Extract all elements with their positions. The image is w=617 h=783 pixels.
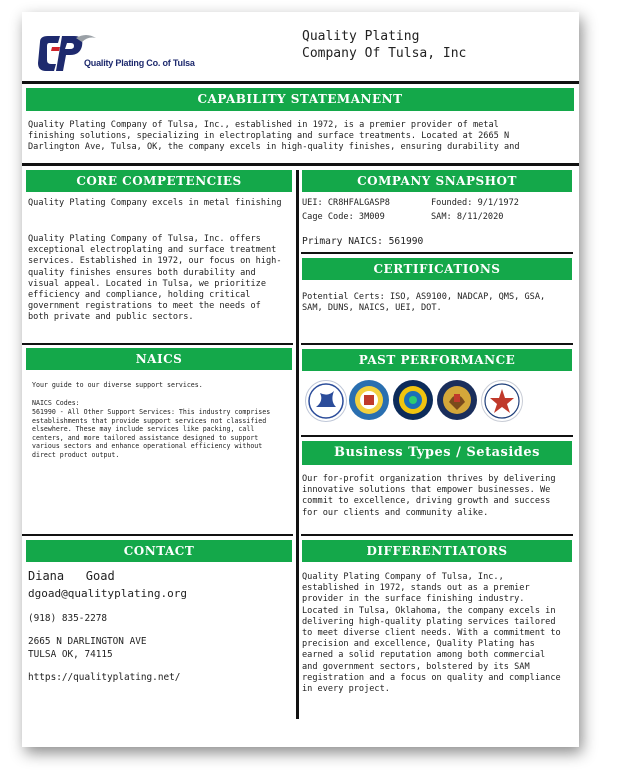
naics-description xyxy=(32,408,294,460)
company-name xyxy=(302,28,466,62)
differentiators-heading: DIFFERENTIATORS xyxy=(302,540,572,562)
differentiators-line: established in 1972, stands out as a premier xyxy=(302,583,530,594)
snapshot-uei: UEI: CR8HFALGASP8 xyxy=(302,198,390,208)
naics-line: 561990 - All Other Support Services: This industry comprises xyxy=(32,408,271,416)
differentiators-line: precision and excellence, Quality Plating has xyxy=(302,639,535,650)
logo-mark-icon xyxy=(36,34,98,74)
capability-body-line: Darlington Ave, Tulsa, OK, the company excels in high-quality finishes, ensuring durability and xyxy=(28,142,520,153)
naics-line: direct product output. xyxy=(32,450,120,459)
core-line: exceptional electroplating and surface treatment xyxy=(28,245,277,256)
naics-line: centers, and more tailored assistance designed to support xyxy=(32,433,259,442)
core-competencies-heading: CORE COMPETENCIES xyxy=(26,170,292,192)
section-rule xyxy=(301,534,573,536)
core-line: government registrations to meet the needs of xyxy=(28,301,261,312)
differentiators-line: earned a solid reputation among both commercial xyxy=(302,650,546,661)
header-rule xyxy=(22,81,579,84)
differentiators-line: in every project. xyxy=(302,684,390,695)
contact-email[interactable]: dgoad@qualityplating.org xyxy=(28,587,187,600)
core-competencies-summary: Quality Plating Company excels in metal finishing xyxy=(28,198,282,208)
naics-line: elsewhere. These may include services like packing, call xyxy=(32,425,255,434)
energy-seal-icon xyxy=(393,380,433,420)
section-rule xyxy=(22,534,293,536)
business-line: innovative solutions that empower businesses. We xyxy=(302,485,551,496)
hhs-seal-icon xyxy=(305,380,347,422)
differentiators-line: and government sectors, bolstered by its SAM xyxy=(302,661,530,672)
capability-body xyxy=(28,120,574,154)
core-line: Quality Plating Company of Tulsa, Inc. offers xyxy=(28,234,261,244)
company-snapshot-heading: COMPANY SNAPSHOT xyxy=(302,170,572,192)
differentiators-body xyxy=(302,572,561,695)
certifications-line: Potential Certs: ISO, AS9100, NADCAP, QMS, GSA, xyxy=(302,292,546,302)
differentiators-line: to meet diverse client needs. With a commitment to xyxy=(302,628,561,639)
naics-codes-label: NAICS Codes: xyxy=(32,399,80,407)
section-rule xyxy=(22,163,579,166)
naics-line: establishments that provide support services not classified xyxy=(32,416,267,425)
logo-text: Quality Plating Co. of Tulsa xyxy=(84,58,195,68)
naics-intro: Your guide to our diverse support services. xyxy=(32,381,203,389)
column-divider xyxy=(296,170,299,719)
naics-heading: NAICS xyxy=(26,348,292,370)
snapshot-cage-code: Cage Code: 3M009 xyxy=(302,212,385,222)
address-line: 2665 N DARLINGTON AVE xyxy=(28,636,147,647)
section-rule xyxy=(22,343,293,345)
section-rule xyxy=(301,343,573,345)
differentiators-line: provider in the surface finishing industry. xyxy=(302,594,525,605)
company-name-line2: Company Of Tulsa, Inc xyxy=(302,46,467,61)
core-competencies-body xyxy=(28,234,294,324)
certifications-body xyxy=(302,292,545,314)
differentiators-line: registration and a focus on quality and compliance xyxy=(302,672,561,683)
core-line: visual appeal. Located in Tulsa, we prioritize xyxy=(28,278,266,289)
business-line: commit to excellence, driving growth and success xyxy=(302,496,551,507)
snapshot-founded: Founded: 9/1/1972 xyxy=(431,198,519,208)
capability-heading: CAPABILITY STATEMANENT xyxy=(26,88,574,111)
justice-seal-icon xyxy=(437,380,477,420)
section-rule xyxy=(301,252,573,254)
contact-name: Diana Goad xyxy=(28,569,115,583)
differentiators-line: delivering high-quality plating services tailored xyxy=(302,616,556,627)
contact-website-link[interactable]: https://qualityplating.net/ xyxy=(28,672,181,683)
contact-phone[interactable]: (918) 835-2278 xyxy=(28,613,108,624)
naics-line: various sectors and enhance operational efficiency without xyxy=(32,442,263,451)
business-types-heading: Business Types / Setasides xyxy=(302,441,572,465)
business-types-body xyxy=(302,474,556,519)
snapshot-primary-naics: Primary NAICS: 561990 xyxy=(302,236,424,247)
past-performance-heading: PAST PERFORMANCE xyxy=(302,349,572,371)
capability-body-line: Quality Plating Company of Tulsa, Inc., established in 1972, is a premier provider of metal xyxy=(28,120,499,130)
snapshot-sam: SAM: 8/11/2020 xyxy=(431,212,504,222)
differentiators-line: Located in Tulsa, Oklahoma, the company excels in xyxy=(302,605,556,616)
business-line: for our clients and community alike. xyxy=(302,507,489,518)
capability-body-line: finishing solutions, specializing in electroplating and surface treatments. Located at 2665 N xyxy=(28,131,510,142)
contact-heading: CONTACT xyxy=(26,540,292,562)
core-line: both private and public sectors. xyxy=(28,312,194,323)
certifications-line: SAM, DUNS, NAICS, UEI, DOT. xyxy=(302,303,442,314)
capability-statement-page xyxy=(22,12,579,747)
core-line: services. Established in 1972, our focus on high- xyxy=(28,256,282,267)
differentiators-line: Quality Plating Company of Tulsa, Inc., xyxy=(302,572,504,582)
core-line: quality finishes ensures both durability and xyxy=(28,267,256,278)
certifications-heading: CERTIFICATIONS xyxy=(302,258,572,280)
coast-guard-seal-icon xyxy=(349,380,389,420)
business-line: Our for-profit organization thrives by delivering xyxy=(302,474,556,484)
address-line: TULSA OK, 74115 xyxy=(28,648,113,660)
section-rule xyxy=(301,435,573,437)
core-line: efficiency and compliance, holding critical xyxy=(28,290,251,301)
contact-address xyxy=(28,636,147,661)
company-name-line1: Quality Plating xyxy=(302,29,420,44)
bls-seal-icon xyxy=(481,380,523,422)
